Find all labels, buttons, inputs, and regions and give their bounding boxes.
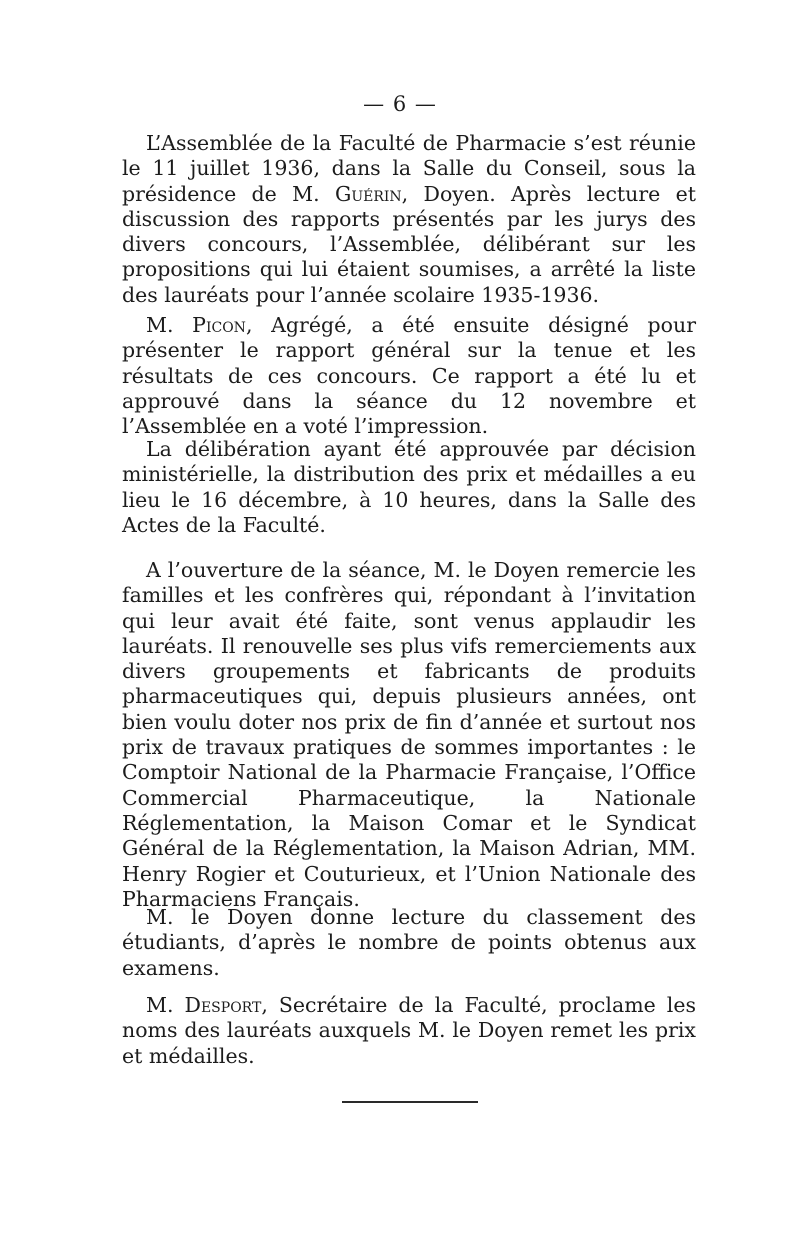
paragraph-text xyxy=(122,993,696,1069)
text-run: , Secrétaire de la Faculté, proclame les noms des lauréats auxquels M. le Doyen remet les prix et médailles. xyxy=(122,993,696,1068)
page-number: — 6 — xyxy=(363,92,437,116)
paragraph-deliberation xyxy=(122,437,696,538)
text-run: , Doyen. Après lecture et discussion des rapports présentés par les jurys des divers concours, l’Assemblée, délibérant sur les propositions qui lui étaient soumises, a arrêté la liste des lauréats pour l’année scolaire 1935-1936. xyxy=(122,181,696,307)
text-run: L’Assemblée de la Faculté de Pharmacie s’est réunie le 11 juillet 1936, dans la Salle du Conseil, sous la présidence de M. xyxy=(122,131,696,206)
paragraph-text: M. le Doyen donne lecture du classement des étudiants, d’après le nombre de points obtenus aux examens. xyxy=(122,905,696,980)
paragraph-classement xyxy=(122,905,696,981)
paragraph-proclamation xyxy=(122,993,696,1069)
paragraph-ouverture xyxy=(122,558,696,912)
name-desport: Desport xyxy=(184,993,262,1017)
text-run: M. xyxy=(146,313,193,337)
paragraph-rapport xyxy=(122,313,696,439)
paragraph-text: A l’ouverture de la séance, M. le Doyen remercie les familles et les confrères qui, répondant à l’invitation qui leur avait été faite, sont venus applaudir les lauréats. Il renouvelle ses plus vifs remerciements aux divers groupements et fabricants de produits pharmaceutiques qui, depuis plusieurs années, ont bien voulu doter nos prix de fin d’année et surtout nos prix de travaux pratiques de sommes importantes : le Comptoir National de la Pharmacie Française, l’Office Commercial Pharmaceutique, la Nationale Réglementation, la Maison Comar et le Syndicat Général de la Réglementation, la Maison Adrian, MM. Henry Rogier et Couturieux, et l’Union Nationale des Pharmaciens Français. xyxy=(122,558,696,911)
text-run: , Agrégé, a été ensuite désigné pour présenter le rapport général sur la tenue et les résultats de ces concours. Ce rapport a été lu et approuvé dans la séance du 12 novembre et l’Assemblée en a voté l’impression. xyxy=(122,313,696,439)
paragraph-text xyxy=(122,131,696,308)
paragraph-text xyxy=(122,313,696,439)
end-rule-divider xyxy=(342,1101,478,1103)
name-guerin: Guérin xyxy=(334,181,402,206)
paragraph-assemblee xyxy=(122,131,696,308)
name-picon: Picon xyxy=(192,313,246,337)
text-run: M. xyxy=(146,993,185,1017)
paragraph-text: La délibération ayant été approuvée par décision ministérielle, la distribution des prix et médailles a eu lieu le 16 décembre, à 10 heures, dans la Salle des Actes de la Faculté. xyxy=(122,437,696,537)
